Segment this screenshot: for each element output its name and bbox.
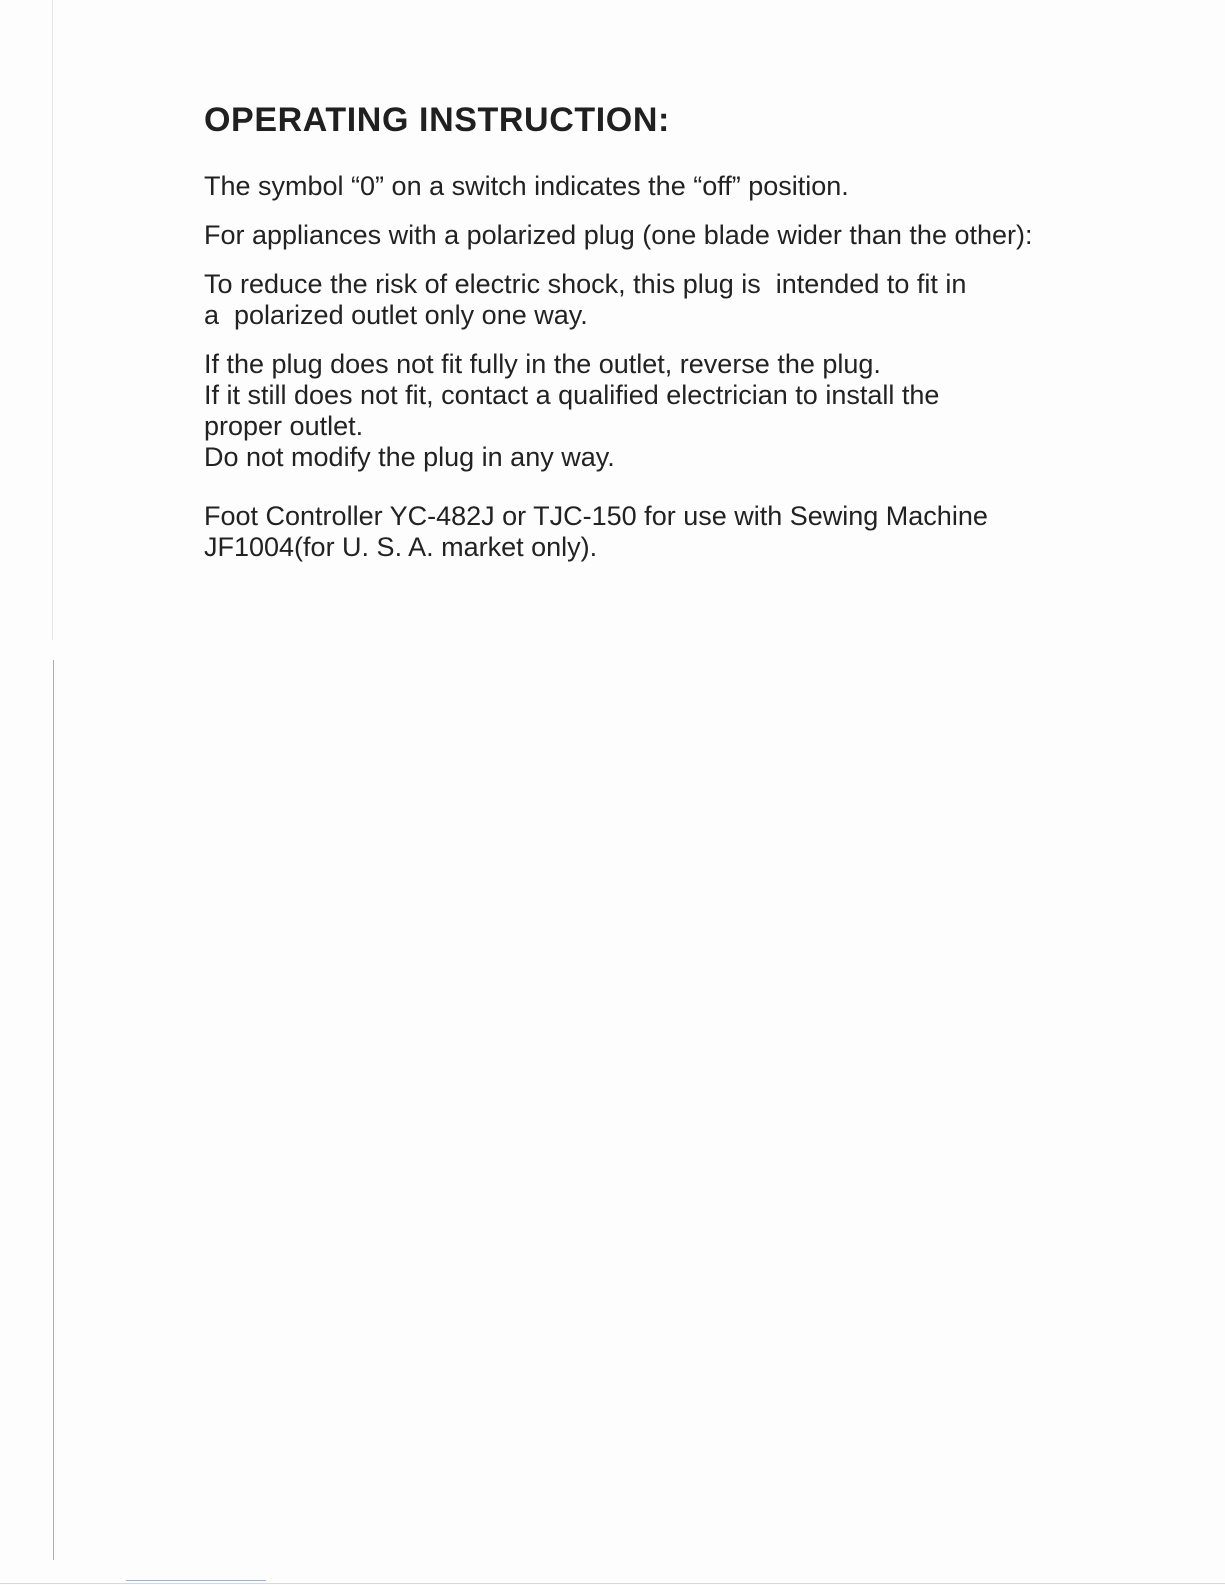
paragraph-plug-fit: If the plug does not fit fully in the outlet, reverse the plug. If it still does not fit, contact a qualified electrician to install the proper outlet. Do not modify the plug in any way. [204,349,940,472]
paragraph-switch-symbol: The symbol “0” on a switch indicates the “off” position. [204,171,849,201]
scan-edge [0,1583,1225,1584]
paragraph-shock-risk: To reduce the risk of electric shock, this plug is intended to fit in a polarized outlet only one way. [204,269,967,330]
paragraph-polarized-plug-intro: For appliances with a polarized plug (one blade wider than the other): [204,220,1033,250]
paragraph-foot-controller: Foot Controller YC-482J or TJC-150 for use with Sewing Machine JF1004(for U. S. A. market only). [204,501,988,562]
scan-mark [126,1580,266,1581]
scan-edge [53,660,54,1560]
instruction-content [204,97,1104,563]
page-title: OPERATING INSTRUCTION: [204,101,670,139]
scan-edge [52,0,53,640]
